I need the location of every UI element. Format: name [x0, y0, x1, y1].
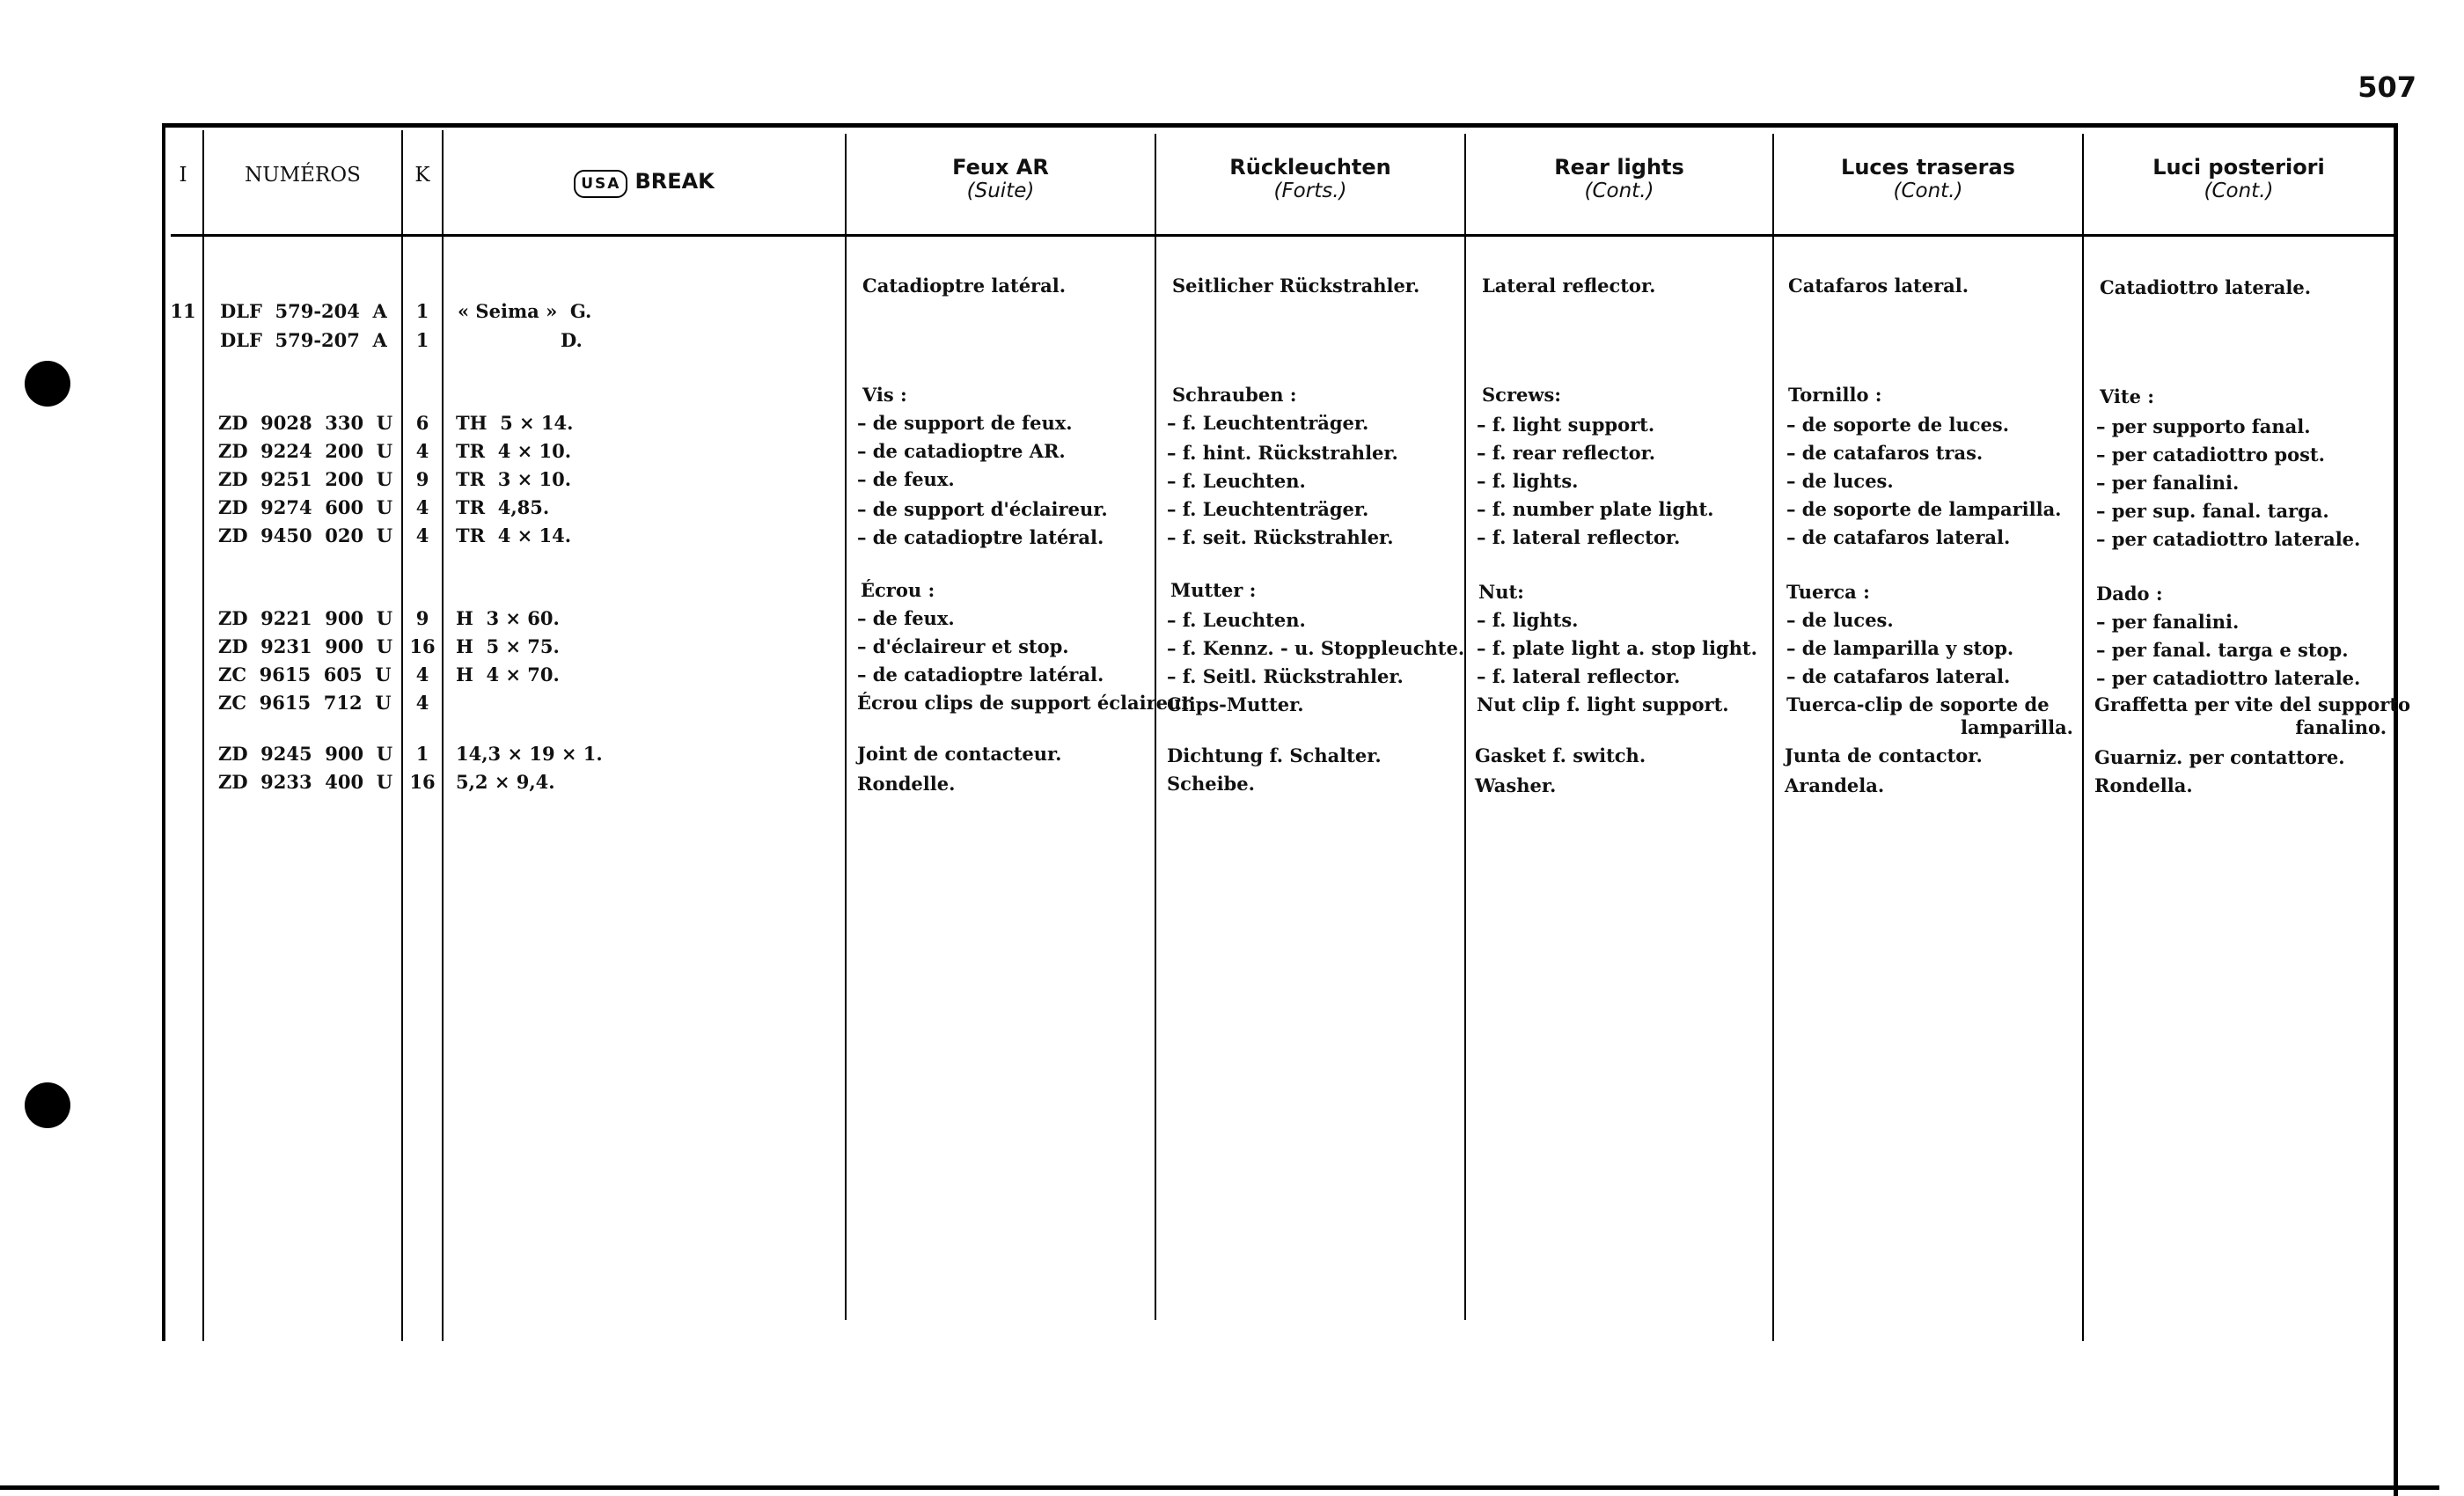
header-es-title: Luces traseras — [1841, 155, 2015, 180]
cell-en: Gasket f. switch. — [1475, 744, 1646, 766]
header-fr-sub: (Suite) — [966, 180, 1035, 202]
binder-hole-top — [25, 361, 70, 407]
page-bottom-line — [0, 1485, 2439, 1490]
cell-de: – f. Leuchtenträger. — [1167, 498, 1369, 520]
cell-numero: ZD 9028 330 U — [218, 412, 393, 434]
cell-fr: – de feux. — [857, 468, 955, 490]
cell-fr: Catadioptre latéral. — [862, 275, 1067, 297]
cell-en: – f. lateral reflector. — [1477, 526, 1681, 548]
cell-break: TR 3 × 10. — [456, 468, 572, 490]
cell-break: « Seima » G. — [458, 300, 592, 322]
cell-en: – f. light support. — [1477, 414, 1655, 436]
cell-k: 4 — [415, 524, 429, 546]
cell-it: Catadiottro laterale. — [2100, 276, 2312, 298]
column-divider — [442, 130, 444, 1341]
header-fr-title: Feux AR — [952, 155, 1049, 180]
cell-it: – per fanalini. — [2096, 472, 2240, 494]
cell-break: H 3 × 60. — [456, 607, 560, 629]
cell-k: 6 — [415, 412, 429, 434]
header-it-title: Luci posteriori — [2152, 155, 2325, 180]
cell-numero: ZC 9615 605 U — [218, 664, 392, 686]
cell-fr: Écrou clips de support éclaireur. — [857, 692, 1196, 714]
cell-k: 16 — [409, 635, 436, 657]
cell-es: Junta de contactor. — [1785, 744, 1983, 766]
usa-badge: USA — [574, 170, 627, 198]
cell-it: – per supporto fanal. — [2096, 415, 2311, 437]
page-number: 507 — [2358, 70, 2416, 104]
cell-k: 4 — [415, 496, 429, 518]
header-break — [444, 169, 845, 198]
header-en-sub: (Cont.) — [1584, 180, 1654, 202]
header-fr — [847, 155, 1155, 202]
header-k: K — [414, 164, 430, 187]
table-frame-right — [2394, 123, 2398, 1496]
cell-it: Dado : — [2096, 583, 2163, 605]
cell-it: Rondella. — [2094, 774, 2193, 796]
column-divider — [202, 130, 204, 1341]
cell-break: 5,2 × 9,4. — [456, 771, 555, 793]
cell-es: Tornillo : — [1788, 384, 1882, 406]
cell-es: – de luces. — [1786, 470, 1894, 492]
break-label: BREAK — [634, 169, 715, 194]
cell-es: – de lamparilla y stop. — [1786, 637, 2014, 659]
cell-en: – f. lights. — [1477, 609, 1579, 631]
cell-numero: ZC 9615 712 U — [218, 692, 392, 714]
cell-fr: – de feux. — [857, 607, 955, 629]
header-es — [1774, 155, 2082, 202]
cell-break: D. — [458, 329, 583, 351]
column-divider — [845, 134, 847, 1320]
header-bottom-rule — [171, 234, 2394, 237]
column-divider — [2082, 134, 2084, 1341]
cell-k: 9 — [415, 607, 429, 629]
cell-en: Lateral reflector. — [1482, 275, 1656, 297]
cell-it: – per sup. fanal. targa. — [2096, 500, 2329, 522]
cell-es: Tuerca-clip de soporte de — [1786, 693, 2050, 715]
cell-it: Graffetta per vite del supporto — [2094, 693, 2411, 715]
cell-break: TR 4 × 14. — [456, 524, 572, 546]
cell-numero: ZD 9251 200 U — [218, 468, 393, 490]
header-de-title: Rückleuchten — [1229, 155, 1391, 180]
cell-de: Mutter : — [1170, 579, 1257, 601]
cell-numero: DLF 579-207 A — [220, 329, 387, 351]
cell-de: Schrauben : — [1172, 384, 1297, 406]
header-en — [1466, 155, 1772, 202]
cell-break: 14,3 × 19 × 1. — [456, 743, 603, 765]
cell-de: – f. Leuchten. — [1167, 609, 1306, 631]
header-es-sub: (Cont.) — [1893, 180, 1963, 202]
cell-en: – f. lights. — [1477, 470, 1579, 492]
cell-de: – f. Leuchtenträger. — [1167, 412, 1369, 434]
cell-fr: Joint de contacteur. — [857, 743, 1062, 765]
cell-es: lamparilla. — [1960, 716, 2073, 738]
cell-numero: ZD 9221 900 U — [218, 607, 393, 629]
table-frame-top — [162, 123, 2397, 128]
cell-de: Scheibe. — [1167, 773, 1255, 795]
cell-it: – per fanal. targa e stop. — [2096, 639, 2349, 661]
cell-de: Dichtung f. Schalter. — [1167, 744, 1382, 766]
cell-en: Screws: — [1482, 384, 1562, 406]
cell-en: Nut clip f. light support. — [1477, 693, 1729, 715]
cell-en: – f. number plate light. — [1477, 498, 1714, 520]
cell-break: H 5 × 75. — [456, 635, 560, 657]
cell-numero: DLF 579-204 A — [220, 300, 387, 322]
column-divider — [1464, 134, 1466, 1320]
header-numeros: NUMÉROS — [245, 164, 361, 187]
cell-en: – f. plate light a. stop light. — [1477, 637, 1757, 659]
cell-break: TR 4 × 10. — [456, 440, 572, 462]
cell-it: Guarniz. per contattore. — [2094, 746, 2345, 768]
cell-fr: Vis : — [862, 384, 907, 406]
header-de — [1156, 155, 1464, 202]
cell-fr: – de catadioptre latéral. — [857, 526, 1104, 548]
header-it-sub: (Cont.) — [2204, 180, 2274, 202]
cell-break: H 4 × 70. — [456, 664, 560, 686]
cell-numero: ZD 9233 400 U — [218, 771, 393, 793]
cell-it: – per catadiottro laterale. — [2096, 528, 2361, 550]
cell-en: Washer. — [1475, 774, 1557, 796]
cell-de: Clips-Mutter. — [1167, 693, 1304, 715]
cell-fr: – de support d'éclaireur. — [857, 498, 1108, 520]
cell-de: Seitlicher Rückstrahler. — [1172, 275, 1420, 297]
binder-hole-bottom — [25, 1082, 70, 1128]
cell-fr: – de support de feux. — [857, 412, 1073, 434]
cell-numero: ZD 9245 900 U — [218, 743, 393, 765]
cell-it: – per fanalini. — [2096, 611, 2240, 633]
cell-es: – de catafaros lateral. — [1786, 665, 2011, 687]
cell-k: 4 — [415, 440, 429, 462]
cell-de: – f. Seitl. Rückstrahler. — [1167, 665, 1404, 687]
cell-k: 1 — [415, 300, 429, 322]
cell-it: fanalino. — [2295, 716, 2387, 738]
cell-es: – de luces. — [1786, 609, 1894, 631]
cell-break: TR 4,85. — [456, 496, 550, 518]
cell-fr: – de catadioptre AR. — [857, 440, 1066, 462]
cell-en: – f. lateral reflector. — [1477, 665, 1681, 687]
cell-en: – f. rear reflector. — [1477, 442, 1656, 464]
cell-k: 4 — [415, 692, 429, 714]
cell-es: Tuerca : — [1786, 581, 1870, 603]
header-i: I — [179, 164, 187, 187]
cell-de: – f. Leuchten. — [1167, 470, 1306, 492]
cell-numero: ZD 9274 600 U — [218, 496, 393, 518]
cell-es: Catafaros lateral. — [1788, 275, 1969, 297]
cell-k: 1 — [415, 329, 429, 351]
cell-es: Arandela. — [1785, 774, 1885, 796]
cell-k: 4 — [415, 664, 429, 686]
cell-es: – de catafaros tras. — [1786, 442, 1984, 464]
cell-numero: ZD 9231 900 U — [218, 635, 393, 657]
cell-es: – de catafaros lateral. — [1786, 526, 2011, 548]
cell-break: TH 5 × 14. — [456, 412, 574, 434]
cell-it: – per catadiottro laterale. — [2096, 667, 2361, 689]
header-de-sub: (Forts.) — [1273, 180, 1347, 202]
cell-de: – f. hint. Rückstrahler. — [1167, 442, 1398, 464]
cell-fr: Écrou : — [861, 579, 935, 601]
cell-de: – f. seit. Rückstrahler. — [1167, 526, 1394, 548]
cell-k: 1 — [415, 743, 429, 765]
cell-k: 9 — [415, 468, 429, 490]
cell-k: 16 — [409, 771, 436, 793]
column-divider — [1772, 134, 1774, 1341]
column-divider — [1155, 134, 1156, 1320]
cell-it: Vite : — [2100, 385, 2155, 407]
cell-de: – f. Kennz. - u. Stoppleuchte. — [1167, 637, 1465, 659]
cell-fr: – d'éclaireur et stop. — [857, 635, 1069, 657]
cell-fr: – de catadioptre latéral. — [857, 664, 1104, 686]
cell-numero: ZD 9224 200 U — [218, 440, 393, 462]
cell-fr: Rondelle. — [857, 773, 956, 795]
header-en-title: Rear lights — [1554, 155, 1684, 180]
header-it — [2084, 155, 2394, 202]
cell-es: – de soporte de lamparilla. — [1786, 498, 2062, 520]
cell-numero: ZD 9450 020 U — [218, 524, 393, 546]
cell-i: 11 — [170, 300, 196, 322]
cell-es: – de soporte de luces. — [1786, 414, 2010, 436]
cell-en: Nut: — [1478, 581, 1524, 603]
cell-it: – per catadiottro post. — [2096, 444, 2325, 466]
